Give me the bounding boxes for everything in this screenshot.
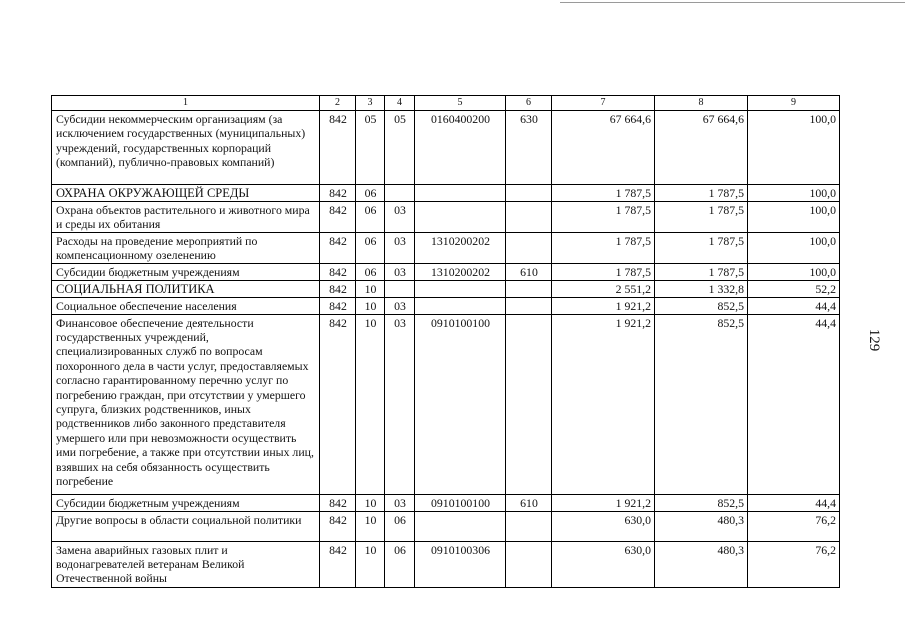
cell-col3: 10 bbox=[356, 511, 385, 541]
cell-col3: 06 bbox=[356, 232, 385, 263]
cell-col4: 06 bbox=[385, 541, 415, 587]
header-cell: 5 bbox=[415, 96, 506, 111]
cell-col4: 03 bbox=[385, 314, 415, 494]
row-name: Субсидии бюджетным учреждениям bbox=[52, 494, 320, 511]
table-row bbox=[52, 202, 840, 233]
cell-col8: 1 787,5 bbox=[655, 185, 748, 202]
cell-col3: 06 bbox=[356, 185, 385, 202]
cell-col8: 480,3 bbox=[655, 511, 748, 541]
cell-col3: 10 bbox=[356, 541, 385, 587]
cell-col4: 06 bbox=[385, 511, 415, 541]
table-row bbox=[52, 511, 840, 541]
header-cell: 6 bbox=[506, 96, 552, 111]
cell-col6 bbox=[506, 511, 552, 541]
cell-col9: 76,2 bbox=[748, 511, 840, 541]
header-cell: 8 bbox=[655, 96, 748, 111]
cell-col7: 1 787,5 bbox=[552, 185, 655, 202]
cell-col9: 100,0 bbox=[748, 185, 840, 202]
cell-col7: 1 787,5 bbox=[552, 232, 655, 263]
cell-col9: 44,4 bbox=[748, 494, 840, 511]
page-number: 129 bbox=[866, 328, 882, 352]
table-row bbox=[52, 314, 840, 494]
row-name: Другие вопросы в области социальной политики bbox=[52, 511, 320, 541]
cell-col4 bbox=[385, 185, 415, 202]
cell-col6 bbox=[506, 314, 552, 494]
table-row bbox=[52, 494, 840, 511]
cell-col9: 44,4 bbox=[748, 314, 840, 494]
table-row bbox=[52, 297, 840, 314]
cell-col3: 10 bbox=[356, 494, 385, 511]
cell-col2: 842 bbox=[320, 232, 356, 263]
cell-col8: 852,5 bbox=[655, 314, 748, 494]
cell-col9: 100,0 bbox=[748, 232, 840, 263]
row-name: ОХРАНА ОКРУЖАЮЩЕЙ СРЕДЫ bbox=[52, 185, 320, 202]
cell-col3: 10 bbox=[356, 280, 385, 297]
cell-col7: 1 787,5 bbox=[552, 263, 655, 280]
table-row bbox=[52, 111, 840, 185]
cell-col4: 03 bbox=[385, 263, 415, 280]
cell-col3: 06 bbox=[356, 202, 385, 233]
cell-col7: 630,0 bbox=[552, 511, 655, 541]
cell-col5: 0910100100 bbox=[415, 494, 506, 511]
cell-col2: 842 bbox=[320, 280, 356, 297]
header-cell: 1 bbox=[52, 96, 320, 111]
row-name: Субсидии некоммерческим организациям (за исключением государственных (муниципальных) учреждений, государственных корпораций (компаний), публично-правовых компаний) bbox=[52, 111, 320, 185]
row-name: Расходы на проведение мероприятий по компенсационному озеленению bbox=[52, 232, 320, 263]
row-name: Замена аварийных газовых плит и водонагревателей ветеранам Великой Отечественной войны bbox=[52, 541, 320, 587]
cell-col7: 67 664,6 bbox=[552, 111, 655, 185]
header-cell: 4 bbox=[385, 96, 415, 111]
cell-col5 bbox=[415, 185, 506, 202]
cell-col6: 610 bbox=[506, 494, 552, 511]
cell-col5 bbox=[415, 280, 506, 297]
cell-col7: 1 921,2 bbox=[552, 314, 655, 494]
header-cell: 9 bbox=[748, 96, 840, 111]
cell-col2: 842 bbox=[320, 314, 356, 494]
cell-col3: 06 bbox=[356, 263, 385, 280]
cell-col7: 1 921,2 bbox=[552, 494, 655, 511]
cell-col2: 842 bbox=[320, 263, 356, 280]
cell-col3: 10 bbox=[356, 314, 385, 494]
cell-col5: 0910100306 bbox=[415, 541, 506, 587]
row-name: Финансовое обеспечение деятельности государственных учреждений, специализированных служб по вопросам похоронного дела в части услуг, предоставляемых согласно гарантированному перечню услуг по погребению граждан, при отсутствии у умершего супруга, близких родственников, иных родственников либо законного представителя умершего или при невозможности осуществить ими погребение, а также при отсутствии иных лиц, взявших на себя обязанность осуществить погребение bbox=[52, 314, 320, 494]
cell-col4: 03 bbox=[385, 494, 415, 511]
cell-col5: 0910100100 bbox=[415, 314, 506, 494]
cell-col6: 610 bbox=[506, 263, 552, 280]
cell-col6 bbox=[506, 541, 552, 587]
cell-col4: 03 bbox=[385, 202, 415, 233]
row-name: Охрана объектов растительного и животного мира и среды их обитания bbox=[52, 202, 320, 233]
cell-col9: 52,2 bbox=[748, 280, 840, 297]
table-row bbox=[52, 541, 840, 587]
row-name: Субсидии бюджетным учреждениям bbox=[52, 263, 320, 280]
cell-col6 bbox=[506, 202, 552, 233]
table-header-row bbox=[52, 96, 840, 111]
header-cell: 3 bbox=[356, 96, 385, 111]
cell-col6 bbox=[506, 185, 552, 202]
cell-col5 bbox=[415, 297, 506, 314]
scan-edge-line bbox=[560, 2, 905, 3]
cell-col2: 842 bbox=[320, 111, 356, 185]
cell-col6 bbox=[506, 280, 552, 297]
cell-col8: 1 787,5 bbox=[655, 232, 748, 263]
cell-col9: 100,0 bbox=[748, 263, 840, 280]
cell-col8: 480,3 bbox=[655, 541, 748, 587]
cell-col8: 1 787,5 bbox=[655, 263, 748, 280]
cell-col6 bbox=[506, 297, 552, 314]
cell-col4: 03 bbox=[385, 232, 415, 263]
cell-col9: 100,0 bbox=[748, 202, 840, 233]
cell-col5: 1310200202 bbox=[415, 232, 506, 263]
cell-col2: 842 bbox=[320, 185, 356, 202]
cell-col4: 03 bbox=[385, 297, 415, 314]
cell-col6: 630 bbox=[506, 111, 552, 185]
cell-col2: 842 bbox=[320, 511, 356, 541]
row-name: Социальное обеспечение населения bbox=[52, 297, 320, 314]
cell-col8: 67 664,6 bbox=[655, 111, 748, 185]
cell-col6 bbox=[506, 232, 552, 263]
table-row bbox=[52, 232, 840, 263]
cell-col2: 842 bbox=[320, 202, 356, 233]
cell-col7: 2 551,2 bbox=[552, 280, 655, 297]
cell-col4 bbox=[385, 280, 415, 297]
header-cell: 2 bbox=[320, 96, 356, 111]
cell-col7: 630,0 bbox=[552, 541, 655, 587]
cell-col4: 05 bbox=[385, 111, 415, 185]
cell-col5: 0160400200 bbox=[415, 111, 506, 185]
cell-col5: 1310200202 bbox=[415, 263, 506, 280]
budget-table bbox=[51, 95, 840, 588]
cell-col9: 76,2 bbox=[748, 541, 840, 587]
cell-col8: 1 332,8 bbox=[655, 280, 748, 297]
cell-col2: 842 bbox=[320, 541, 356, 587]
cell-col9: 44,4 bbox=[748, 297, 840, 314]
header-cell: 7 bbox=[552, 96, 655, 111]
cell-col8: 852,5 bbox=[655, 297, 748, 314]
cell-col3: 10 bbox=[356, 297, 385, 314]
table-row bbox=[52, 280, 840, 297]
cell-col7: 1 921,2 bbox=[552, 297, 655, 314]
cell-col3: 05 bbox=[356, 111, 385, 185]
cell-col7: 1 787,5 bbox=[552, 202, 655, 233]
cell-col8: 852,5 bbox=[655, 494, 748, 511]
cell-col5 bbox=[415, 511, 506, 541]
cell-col2: 842 bbox=[320, 297, 356, 314]
cell-col8: 1 787,5 bbox=[655, 202, 748, 233]
table-row bbox=[52, 185, 840, 202]
table-row bbox=[52, 263, 840, 280]
cell-col9: 100,0 bbox=[748, 111, 840, 185]
row-name: СОЦИАЛЬНАЯ ПОЛИТИКА bbox=[52, 280, 320, 297]
cell-col5 bbox=[415, 202, 506, 233]
cell-col2: 842 bbox=[320, 494, 356, 511]
